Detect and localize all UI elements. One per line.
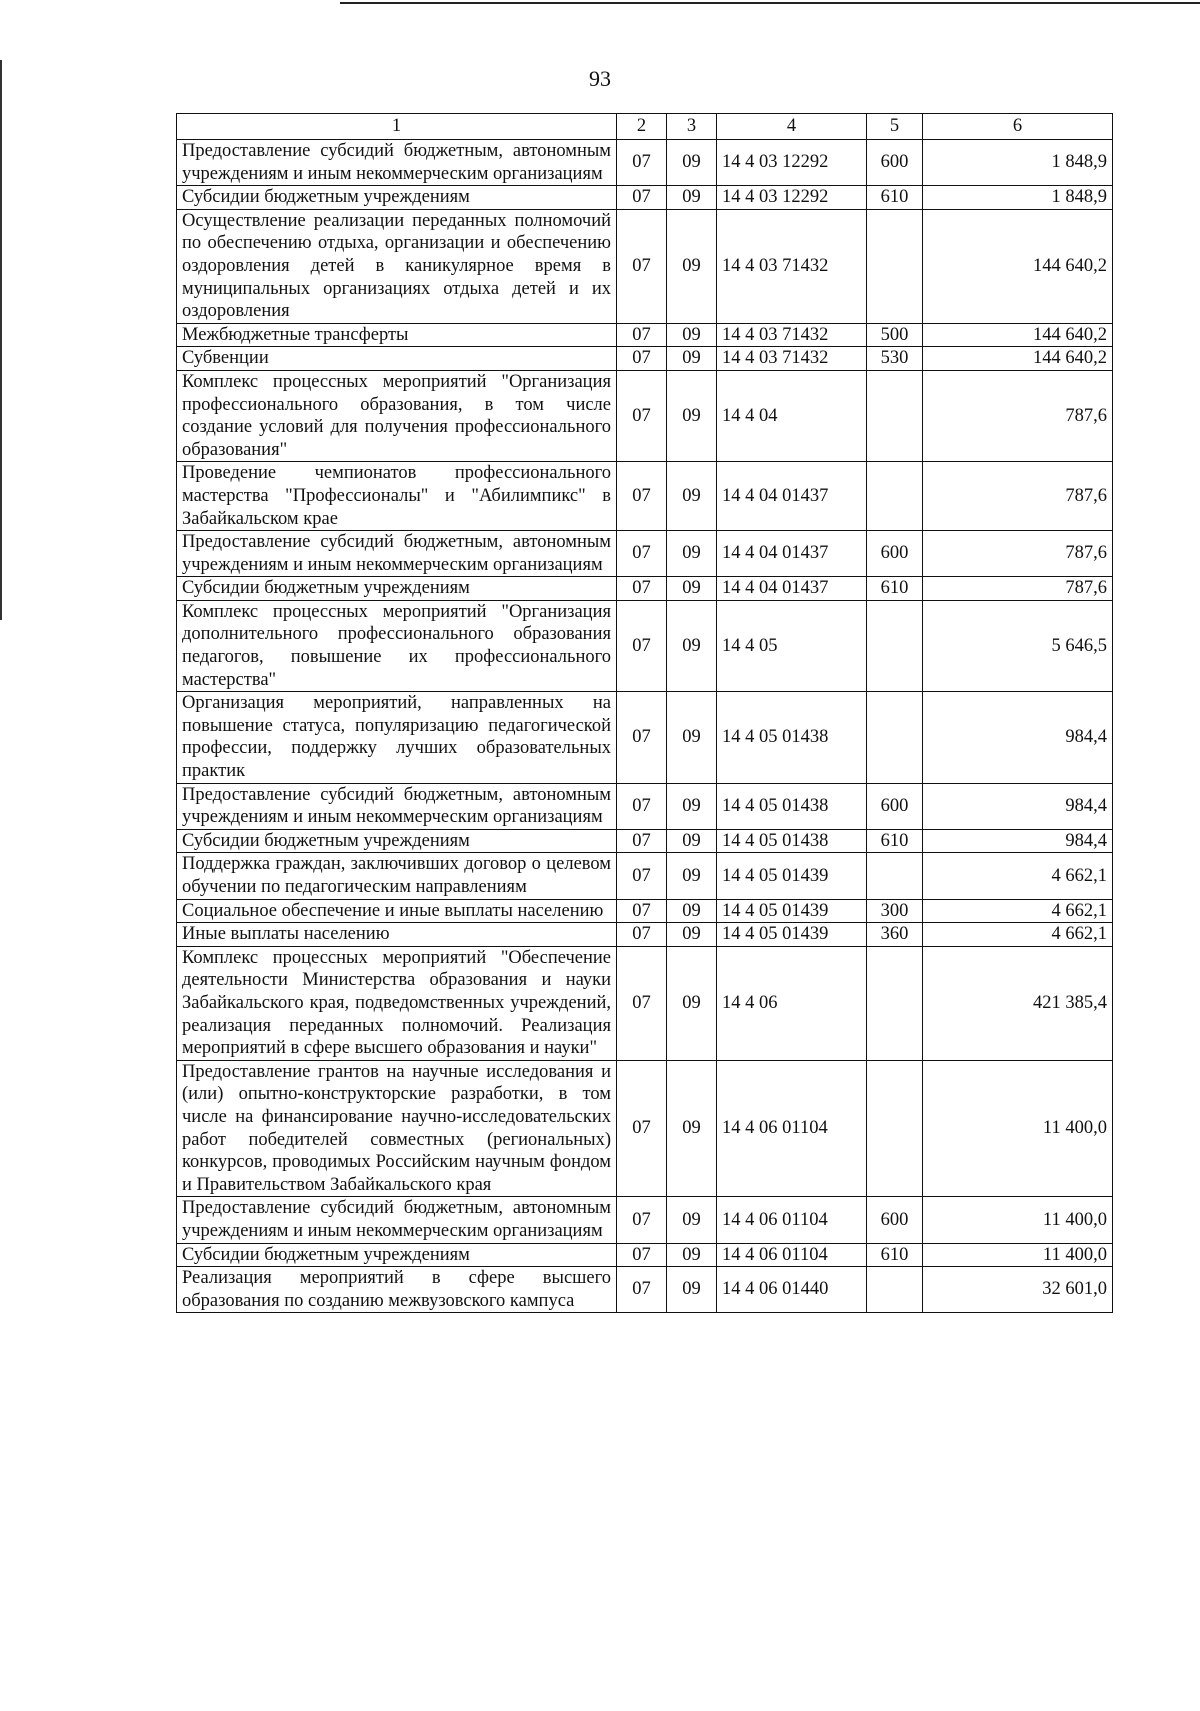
- header-col-4: 4: [717, 114, 867, 140]
- row-section-cell: 07: [617, 923, 667, 947]
- row-section-cell: 07: [617, 577, 667, 601]
- row-section-cell: 07: [617, 1243, 667, 1267]
- table-row: [177, 946, 1113, 1060]
- row-name-cell: Социальное обеспечение и иные выплаты населению: [177, 899, 617, 923]
- row-target-code-cell: 14 4 03 71432: [717, 347, 867, 371]
- row-name-cell: Субсидии бюджетным учреждениям: [177, 186, 617, 210]
- row-name-cell: Комплекс процессных мероприятий "Организация дополнительного профессионального образования педагогов, повышение их профессионального мастерства": [177, 600, 617, 691]
- row-amount-cell: 5 646,5: [923, 600, 1113, 691]
- row-amount-cell: 4 662,1: [923, 853, 1113, 899]
- table-row: [177, 1060, 1113, 1197]
- budget-table: [176, 113, 1113, 1313]
- row-target-code-cell: 14 4 03 12292: [717, 140, 867, 186]
- table-row: [177, 531, 1113, 577]
- row-target-code-cell: 14 4 06 01104: [717, 1197, 867, 1243]
- table-row: [177, 1243, 1113, 1267]
- row-subsection-cell: 09: [667, 946, 717, 1060]
- row-expense-type-cell: [867, 462, 923, 531]
- table-row: [177, 899, 1113, 923]
- row-amount-cell: 144 640,2: [923, 347, 1113, 371]
- row-name-cell: Предоставление субсидий бюджетным, автономным учреждениям и иным некоммерческим организациям: [177, 783, 617, 829]
- row-name-cell: Предоставление субсидий бюджетным, автономным учреждениям и иным некоммерческим организациям: [177, 1197, 617, 1243]
- row-amount-cell: 32 601,0: [923, 1267, 1113, 1313]
- row-amount-cell: 787,6: [923, 462, 1113, 531]
- row-subsection-cell: 09: [667, 829, 717, 853]
- row-name-cell: Иные выплаты населению: [177, 923, 617, 947]
- row-subsection-cell: 09: [667, 209, 717, 323]
- row-subsection-cell: 09: [667, 1197, 717, 1243]
- row-target-code-cell: 14 4 06 01104: [717, 1060, 867, 1197]
- row-target-code-cell: 14 4 06 01104: [717, 1243, 867, 1267]
- row-section-cell: 07: [617, 140, 667, 186]
- row-subsection-cell: 09: [667, 600, 717, 691]
- row-amount-cell: 787,6: [923, 370, 1113, 461]
- row-section-cell: 07: [617, 829, 667, 853]
- row-name-cell: Комплекс процессных мероприятий "Организация профессионального образования, в том числе создание условий для получения профессионального образования": [177, 370, 617, 461]
- row-subsection-cell: 09: [667, 370, 717, 461]
- row-subsection-cell: 09: [667, 692, 717, 783]
- row-target-code-cell: 14 4 04 01437: [717, 577, 867, 601]
- row-expense-type-cell: 530: [867, 347, 923, 371]
- table-row: [177, 577, 1113, 601]
- row-section-cell: 07: [617, 1267, 667, 1313]
- row-target-code-cell: 14 4 04 01437: [717, 531, 867, 577]
- row-section-cell: 07: [617, 853, 667, 899]
- row-expense-type-cell: 610: [867, 1243, 923, 1267]
- row-subsection-cell: 09: [667, 1267, 717, 1313]
- row-expense-type-cell: [867, 853, 923, 899]
- row-section-cell: 07: [617, 462, 667, 531]
- row-section-cell: 07: [617, 347, 667, 371]
- row-subsection-cell: 09: [667, 531, 717, 577]
- row-subsection-cell: 09: [667, 1243, 717, 1267]
- table-row: [177, 783, 1113, 829]
- row-name-cell: Предоставление субсидий бюджетным, автономным учреждениям и иным некоммерческим организациям: [177, 140, 617, 186]
- row-target-code-cell: 14 4 05 01439: [717, 923, 867, 947]
- table-row: [177, 692, 1113, 783]
- row-target-code-cell: 14 4 03 12292: [717, 186, 867, 210]
- row-target-code-cell: 14 4 05 01438: [717, 783, 867, 829]
- row-amount-cell: 4 662,1: [923, 899, 1113, 923]
- row-target-code-cell: 14 4 05 01438: [717, 692, 867, 783]
- row-expense-type-cell: [867, 370, 923, 461]
- row-expense-type-cell: [867, 692, 923, 783]
- row-expense-type-cell: 600: [867, 531, 923, 577]
- row-section-cell: 07: [617, 600, 667, 691]
- table-row: [177, 923, 1113, 947]
- row-subsection-cell: 09: [667, 853, 717, 899]
- row-target-code-cell: 14 4 05: [717, 600, 867, 691]
- row-name-cell: Предоставление грантов на научные исследования и (или) опытно-конструкторские разработки, в том числе на финансирование научно-исследовательских работ победителей совместных (региональных) конкурсов, проводимых Российским научным фондом и Правительством Забайкальского края: [177, 1060, 617, 1197]
- table-body: [177, 140, 1113, 1313]
- row-expense-type-cell: 360: [867, 923, 923, 947]
- row-expense-type-cell: 600: [867, 783, 923, 829]
- row-section-cell: 07: [617, 899, 667, 923]
- row-subsection-cell: 09: [667, 186, 717, 210]
- row-name-cell: Субсидии бюджетным учреждениям: [177, 1243, 617, 1267]
- row-amount-cell: 11 400,0: [923, 1243, 1113, 1267]
- table-row: [177, 347, 1113, 371]
- row-expense-type-cell: 500: [867, 323, 923, 347]
- row-target-code-cell: 14 4 04: [717, 370, 867, 461]
- row-amount-cell: 787,6: [923, 531, 1113, 577]
- row-target-code-cell: 14 4 03 71432: [717, 323, 867, 347]
- row-section-cell: 07: [617, 323, 667, 347]
- table-row: [177, 209, 1113, 323]
- row-subsection-cell: 09: [667, 140, 717, 186]
- row-name-cell: Организация мероприятий, направленных на повышение статуса, популяризацию педагогической профессии, поддержку лучших образовательных практик: [177, 692, 617, 783]
- row-subsection-cell: 09: [667, 923, 717, 947]
- header-col-5: 5: [867, 114, 923, 140]
- row-amount-cell: 984,4: [923, 692, 1113, 783]
- table-row: [177, 853, 1113, 899]
- row-expense-type-cell: 610: [867, 186, 923, 210]
- row-expense-type-cell: [867, 600, 923, 691]
- row-expense-type-cell: [867, 946, 923, 1060]
- row-target-code-cell: 14 4 05 01439: [717, 853, 867, 899]
- header-col-2: 2: [617, 114, 667, 140]
- row-subsection-cell: 09: [667, 462, 717, 531]
- row-amount-cell: 1 848,9: [923, 186, 1113, 210]
- row-expense-type-cell: 610: [867, 829, 923, 853]
- table-row: [177, 829, 1113, 853]
- top-rule: [340, 2, 1200, 4]
- header-col-1: 1: [177, 114, 617, 140]
- row-target-code-cell: 14 4 05 01439: [717, 899, 867, 923]
- row-amount-cell: 11 400,0: [923, 1197, 1113, 1243]
- row-section-cell: 07: [617, 209, 667, 323]
- table-row: [177, 370, 1113, 461]
- row-target-code-cell: 14 4 06 01440: [717, 1267, 867, 1313]
- row-expense-type-cell: 600: [867, 140, 923, 186]
- row-name-cell: Субсидии бюджетным учреждениям: [177, 829, 617, 853]
- row-expense-type-cell: [867, 1267, 923, 1313]
- table-row: [177, 140, 1113, 186]
- left-margin-rule: [0, 60, 2, 620]
- row-amount-cell: 4 662,1: [923, 923, 1113, 947]
- row-section-cell: 07: [617, 370, 667, 461]
- row-subsection-cell: 09: [667, 1060, 717, 1197]
- row-section-cell: 07: [617, 186, 667, 210]
- row-expense-type-cell: [867, 209, 923, 323]
- header-row: [177, 114, 1113, 140]
- table-row: [177, 323, 1113, 347]
- row-section-cell: 07: [617, 946, 667, 1060]
- row-expense-type-cell: 600: [867, 1197, 923, 1243]
- row-expense-type-cell: 300: [867, 899, 923, 923]
- row-name-cell: Субсидии бюджетным учреждениям: [177, 577, 617, 601]
- row-section-cell: 07: [617, 692, 667, 783]
- row-subsection-cell: 09: [667, 577, 717, 601]
- header-col-3: 3: [667, 114, 717, 140]
- row-amount-cell: 984,4: [923, 829, 1113, 853]
- row-amount-cell: 144 640,2: [923, 209, 1113, 323]
- row-expense-type-cell: 610: [867, 577, 923, 601]
- row-expense-type-cell: [867, 1060, 923, 1197]
- row-name-cell: Проведение чемпионатов профессионального мастерства "Профессионалы" и "Абилимпикс" в Забайкальском крае: [177, 462, 617, 531]
- row-subsection-cell: 09: [667, 899, 717, 923]
- row-section-cell: 07: [617, 1060, 667, 1197]
- row-name-cell: Межбюджетные трансферты: [177, 323, 617, 347]
- row-subsection-cell: 09: [667, 323, 717, 347]
- row-target-code-cell: 14 4 04 01437: [717, 462, 867, 531]
- table-row: [177, 1197, 1113, 1243]
- row-target-code-cell: 14 4 06: [717, 946, 867, 1060]
- row-name-cell: Предоставление субсидий бюджетным, автономным учреждениям и иным некоммерческим организациям: [177, 531, 617, 577]
- row-amount-cell: 421 385,4: [923, 946, 1113, 1060]
- row-name-cell: Осуществление реализации переданных полномочий по обеспечению отдыха, организации и обеспечению оздоровления детей в каникулярное время в муниципальных организациях отдыха детей и их оздоровления: [177, 209, 617, 323]
- table-row: [177, 462, 1113, 531]
- header-col-6: 6: [923, 114, 1113, 140]
- row-name-cell: Комплекс процессных мероприятий "Обеспечение деятельности Министерства образования и науки Забайкальского края, подведомственных учреждений, реализация переданных полномочий. Реализация мероприятий в сфере высшего образования и науки": [177, 946, 617, 1060]
- row-amount-cell: 11 400,0: [923, 1060, 1113, 1197]
- row-amount-cell: 1 848,9: [923, 140, 1113, 186]
- row-amount-cell: 144 640,2: [923, 323, 1113, 347]
- row-section-cell: 07: [617, 531, 667, 577]
- row-subsection-cell: 09: [667, 347, 717, 371]
- row-name-cell: Поддержка граждан, заключивших договор о целевом обучении по педагогическим направлениям: [177, 853, 617, 899]
- row-target-code-cell: 14 4 05 01438: [717, 829, 867, 853]
- row-section-cell: 07: [617, 1197, 667, 1243]
- row-section-cell: 07: [617, 783, 667, 829]
- row-target-code-cell: 14 4 03 71432: [717, 209, 867, 323]
- table-row: [177, 600, 1113, 691]
- row-name-cell: Субвенции: [177, 347, 617, 371]
- row-amount-cell: 787,6: [923, 577, 1113, 601]
- row-subsection-cell: 09: [667, 783, 717, 829]
- table-row: [177, 186, 1113, 210]
- page-number: 93: [589, 66, 611, 91]
- row-name-cell: Реализация мероприятий в сфере высшего образования по созданию межвузовского кампуса: [177, 1267, 617, 1313]
- table-row: [177, 1267, 1113, 1313]
- row-amount-cell: 984,4: [923, 783, 1113, 829]
